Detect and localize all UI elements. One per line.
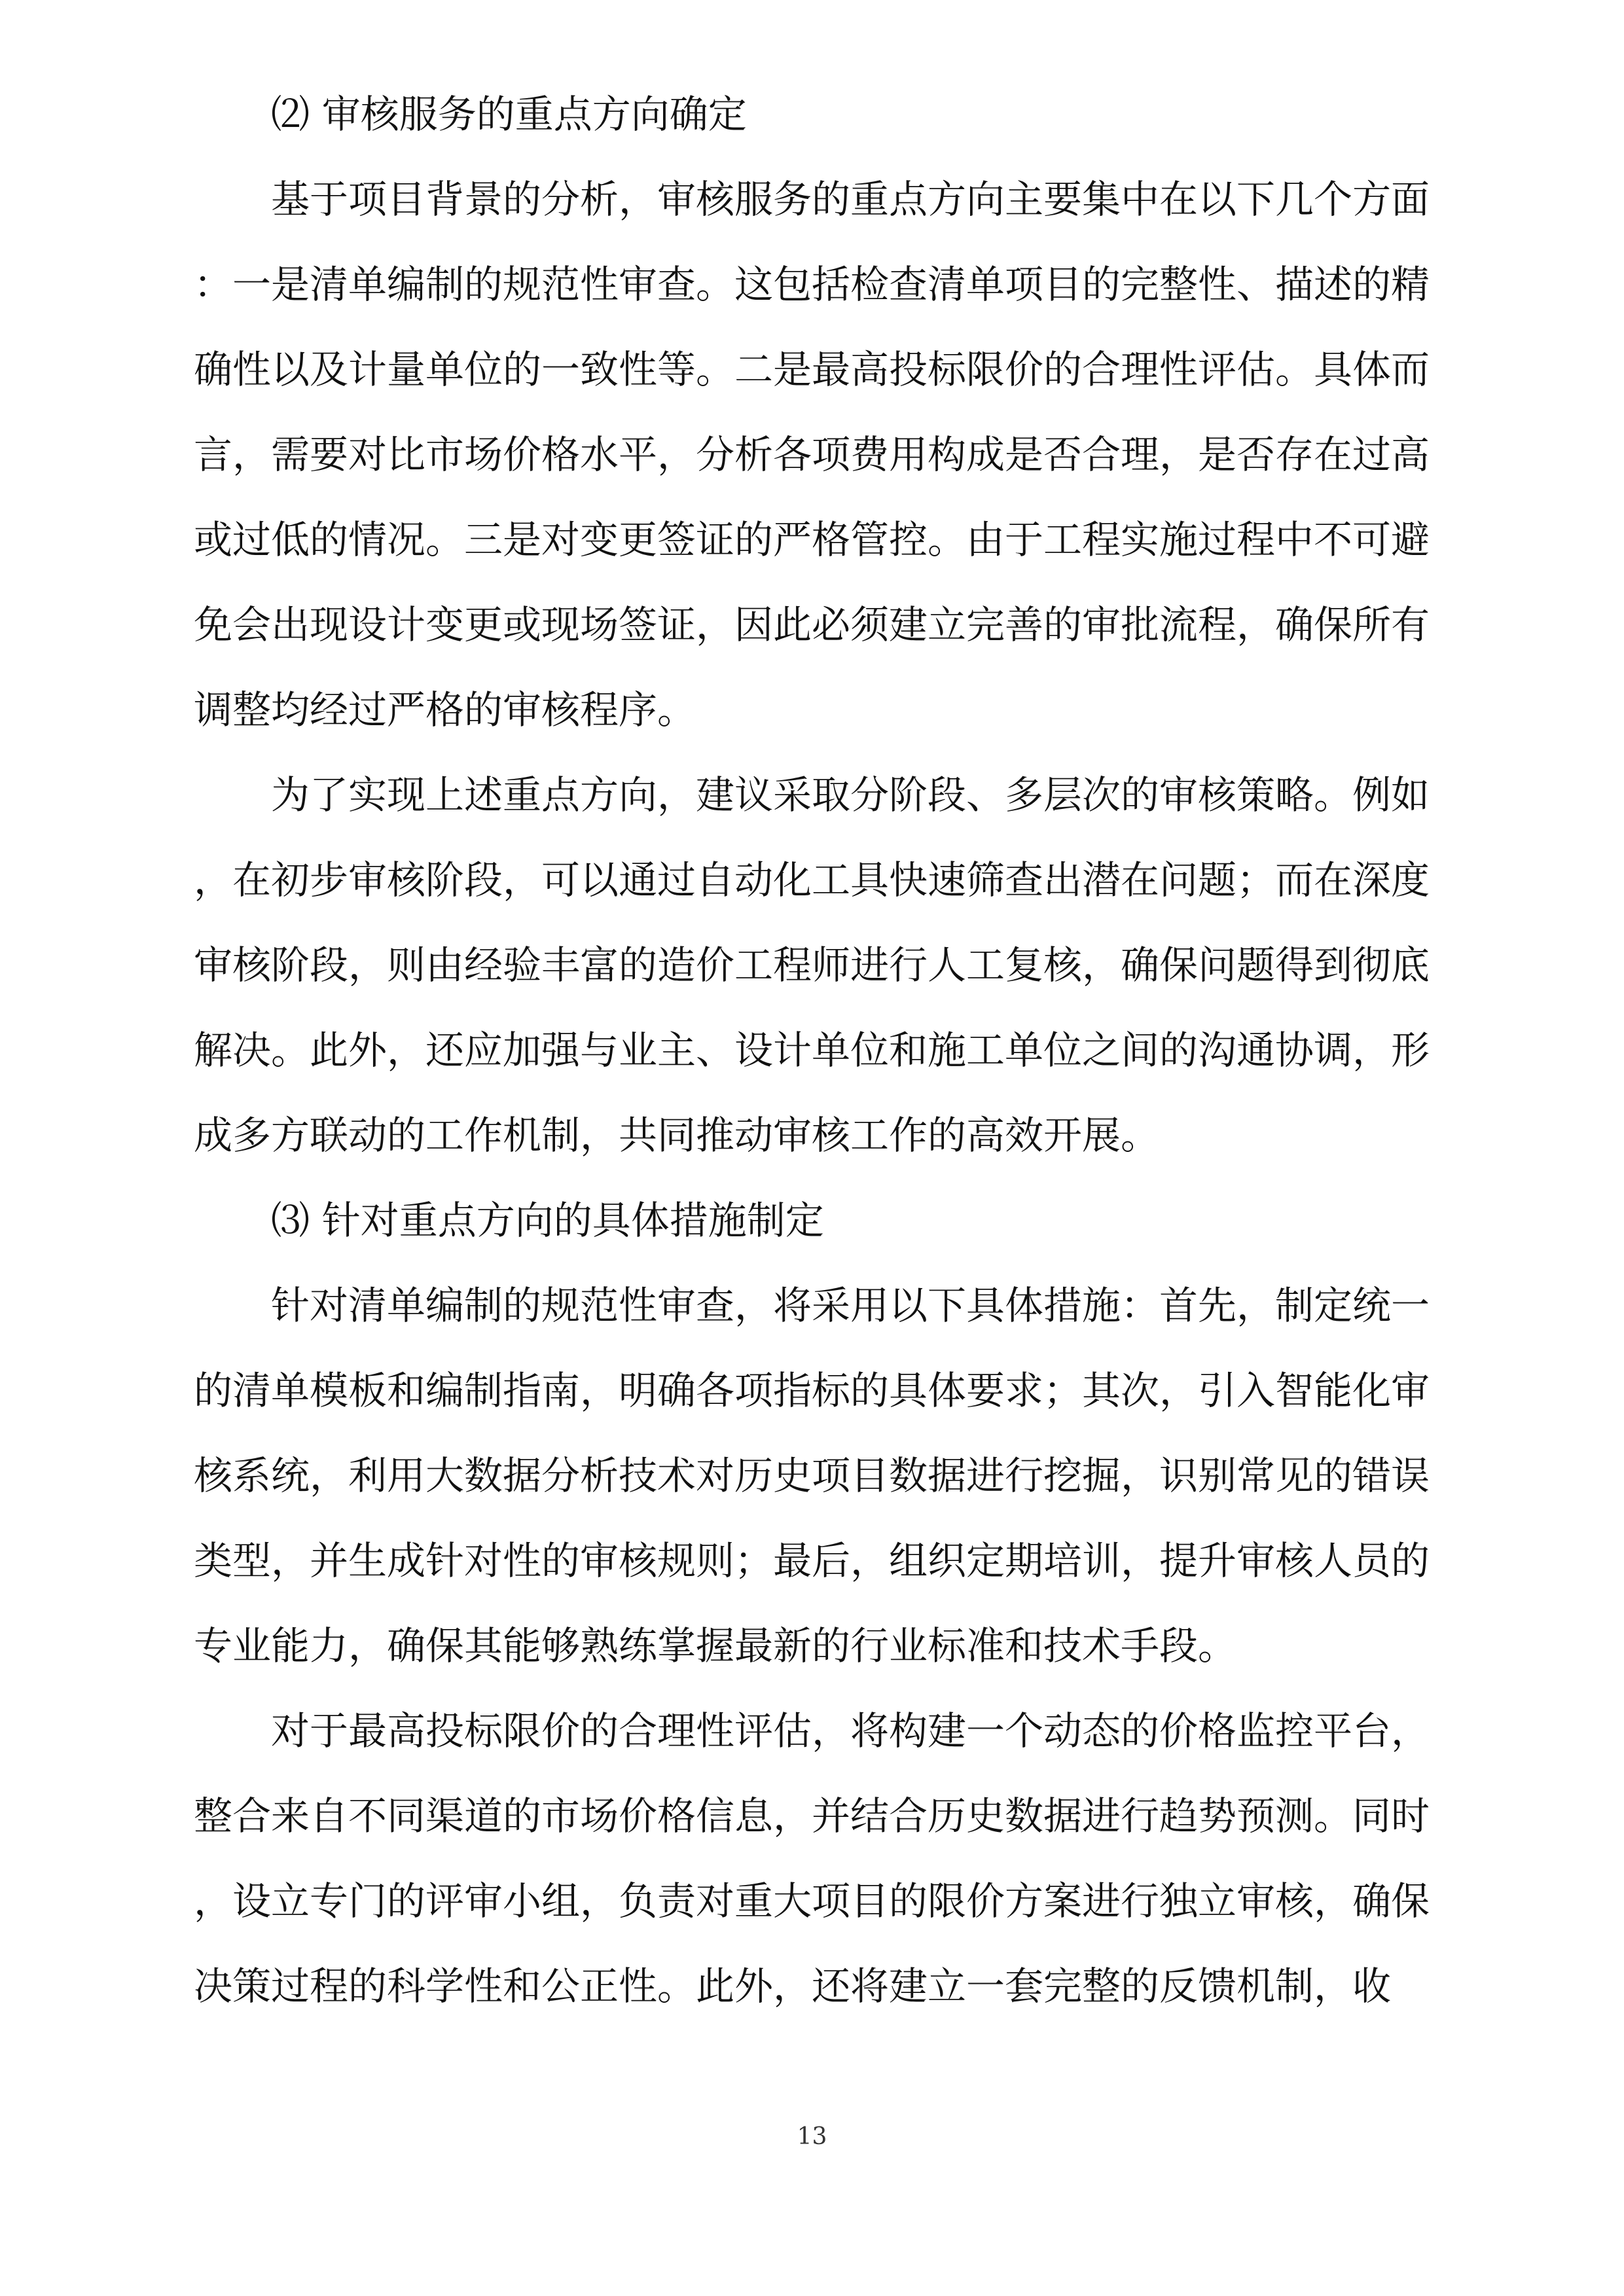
document-body: [194, 72, 1430, 2029]
paragraph-price-evaluation: 对于最高投标限价的合理性评估，将构建一个动态的价格监控平台，整合来自不同渠道的市场价格信息，并结合历史数据进行趋势预测。同时，设立专门的评审小组，负责对重大项目的限价方案进行独立审核，确保决策过程的科学性和公正性。此外，还将建立一套完整的反馈机制，收: [194, 1708, 1430, 2009]
page-number: 13: [797, 2123, 827, 2150]
section-heading-2: ⑵ 审核服务的重点方向确定: [271, 92, 747, 137]
paragraph-review-strategy: 为了实现上述重点方向，建议采取分阶段、多层次的审核策略。例如，在初步审核阶段，可以通过自动化工具快速筛查出潜在问题；而在深度审核阶段，则由经验丰富的造价工程师进行人工复核，确保问题得到彻底解决。此外，还应加强与业主、设计单位和施工单位之间的沟通协调，形成多方联动的工作机制，共同推动审核工作的高效开展。: [194, 772, 1430, 1158]
paragraph-focus-directions: 基于项目背景的分析，审核服务的重点方向主要集中在以下几个方面：一是清单编制的规范性审查。这包括检查清单项目的完整性、描述的精确性以及计量单位的一致性等。二是最高投标限价的合理性评估。具体而言，需要对比市场价格水平，分析各项费用构成是否合理，是否存在过高或过低的情况。三是对变更签证的严格管控。由于工程实施过程中不可避免会出现设计变更或现场签证，因此必须建立完善的审批流程，确保所有调整均经过严格的审核程序。: [194, 177, 1430, 732]
paragraph-list-review-measures: 针对清单编制的规范性审查，将采用以下具体措施：首先，制定统一的清单模板和编制指南，明确各项指标的具体要求；其次，引入智能化审核系统，利用大数据分析技术对历史项目数据进行挖掘，识别常见的错误类型，并生成针对性的审核规则；最后，组织定期培训，提升审核人员的专业能力，确保其能够熟练掌握最新的行业标准和技术手段。: [194, 1283, 1430, 1668]
section-heading-3: ⑶ 针对重点方向的具体措施制定: [271, 1198, 824, 1243]
